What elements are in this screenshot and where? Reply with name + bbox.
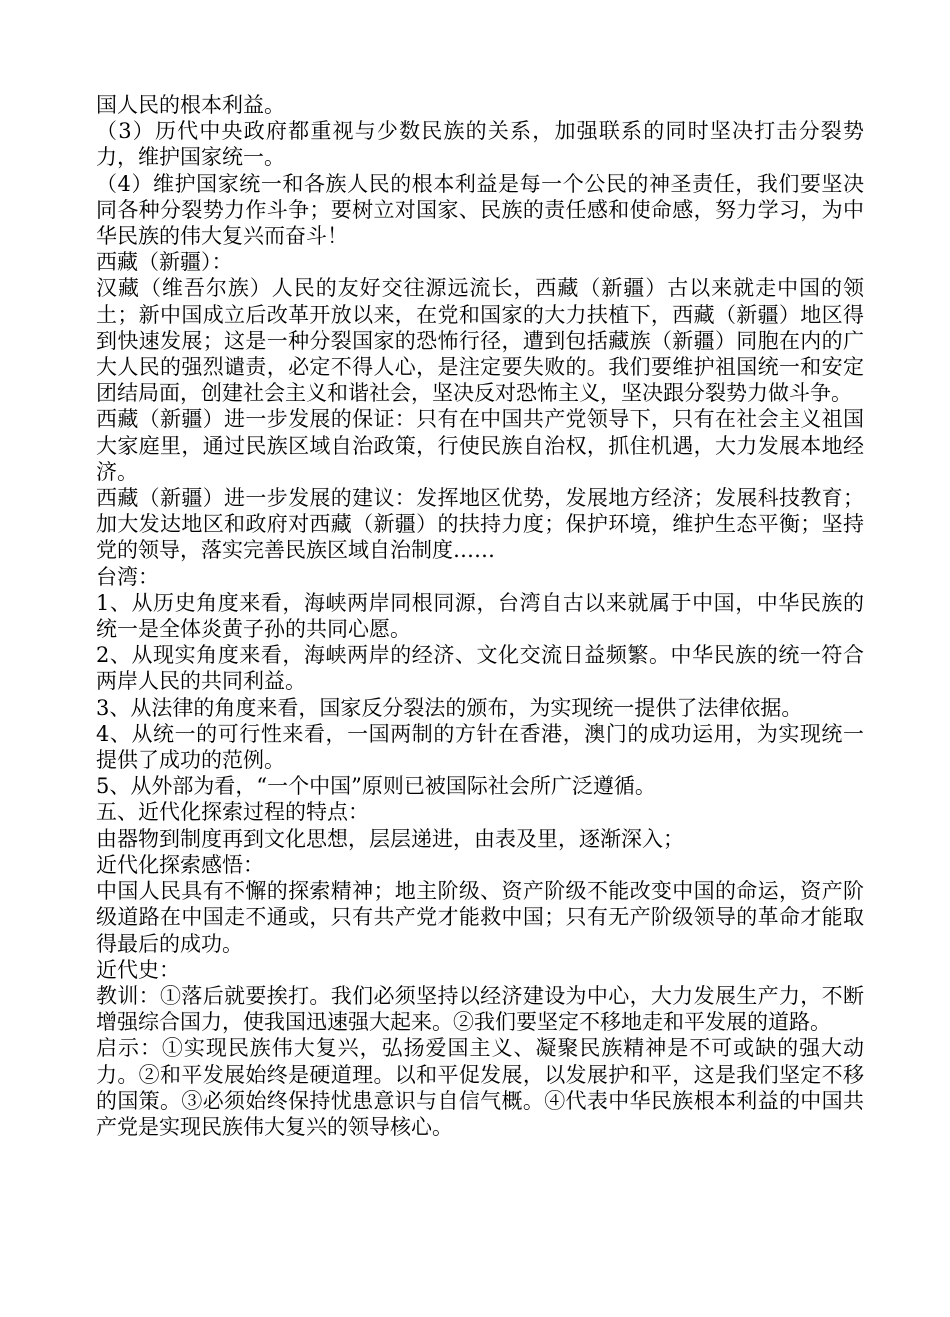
paragraph-point-3: （3）历代中央政府都重视与少数民族的关系，加强联系的同时坚决打击分裂势力，维护国家统一。 <box>96 119 864 170</box>
list-item-taiwan-3: 3、从法律的角度来看，国家反分裂法的颁布，为实现统一提供了法律依据。 <box>96 695 803 720</box>
list-item-taiwan-5: 5、从外部为看，“一个中国”原则已被国际社会所广泛遵循。 <box>96 774 656 799</box>
paragraph-xizang-overview: 汉藏（维吾尔族）人民的友好交往源远流长，西藏（新疆）古以来就走中国的领土；新中国成立后改革开放以来，在党和国家的大力扶植下，西藏（新疆）地区得到快速发展；这是一种分裂国家的恐怖行径，遭到包括藏族（新疆）同胞在内的广大人民的强烈谴责，必定不得人心，是注定要失败的。我们要维护祖国统一和安定团结局面，创建社会主义和谐社会，坚决反对恐怖主义，坚决跟分裂势力做斗争。 <box>96 276 864 406</box>
paragraph-enlightenment: 启示：①实现民族伟大复兴，弘扬爱国主义、凝聚民族精神是不可或缺的强大动力。②和平发展始终是硬道理。以和平促发展，以发展护和平，这是我们坚定不移的国策。③必须始终保持忧患意识与自信气概。④代表中华民族根本利益的中国共产党是实现民族伟大复兴的领导核心。 <box>96 1036 864 1139</box>
heading-modernization-insights: 近代化探索感悟： <box>96 852 264 877</box>
heading-section-five: 五、近代化探索过程的特点： <box>96 800 369 825</box>
paragraph-xizang-suggestions: 西藏（新疆）进一步发展的建议：发挥地区优势，发展地方经济；发展科技教育；加大发达地区和政府对西藏（新疆）的扶持力度；保护环境，维护生态平衡；坚持党的领导，落实完善民族区域自治制度…… <box>96 486 864 563</box>
paragraph-modernization-insights: 中国人民具有不懈的探索精神；地主阶级、资产阶级不能改变中国的命运，资产阶级道路在中国走不通或，只有共产党才能救中国；只有无产阶级领导的革命才能取得最后的成功。 <box>96 879 864 956</box>
list-item-taiwan-4: 4、从统一的可行性来看，一国两制的方针在香港，澳门的成功运用，为实现统一提供了成功的范例。 <box>96 721 864 773</box>
heading-xizang-xinjiang: 西藏（新疆）： <box>96 250 233 275</box>
heading-taiwan: 台湾： <box>96 564 159 589</box>
list-item-taiwan-2: 2、从现实角度来看，海峡两岸的经济、文化交流日益频繁。中华民族的统一符合两岸人民的共同利益。 <box>96 643 864 694</box>
document-page <box>96 92 864 1140</box>
heading-modern-history: 近代史： <box>96 957 180 982</box>
paragraph-point-4: （4）维护国家统一和各族人民的根本利益是每一个公民的神圣责任，我们要坚决同各种分裂势力作斗争；要树立对国家、民族的责任感和使命感，努力学习，为中华民族的伟大复兴而奋斗！ <box>96 171 864 249</box>
paragraph-xizang-guarantee: 西藏（新疆）进一步发展的保证：只有在中国共产党领导下，只有在社会主义祖国大家庭里，通过民族区域自治政策，行使民族自治权，抓住机遇，大力发展本地经济。 <box>96 407 864 484</box>
paragraph-continuation: 国人民的根本利益。 <box>96 93 285 117</box>
paragraph-modernization-features: 由器物到制度再到文化思想，层层递进，由表及里，逐渐深入； <box>96 826 684 851</box>
list-item-taiwan-1: 1、从历史角度来看，海峡两岸同根同源，台湾自古以来就属于中国，中华民族的统一是全体炎黄子孙的共同心愿。 <box>96 590 864 642</box>
paragraph-lessons: 教训：①落后就要挨打。我们必须坚持以经济建设为中心，大力发展生产力，不断增强综合国力，使我国迅速强大起来。②我们要坚定不移地走和平发展的道路。 <box>96 983 864 1035</box>
